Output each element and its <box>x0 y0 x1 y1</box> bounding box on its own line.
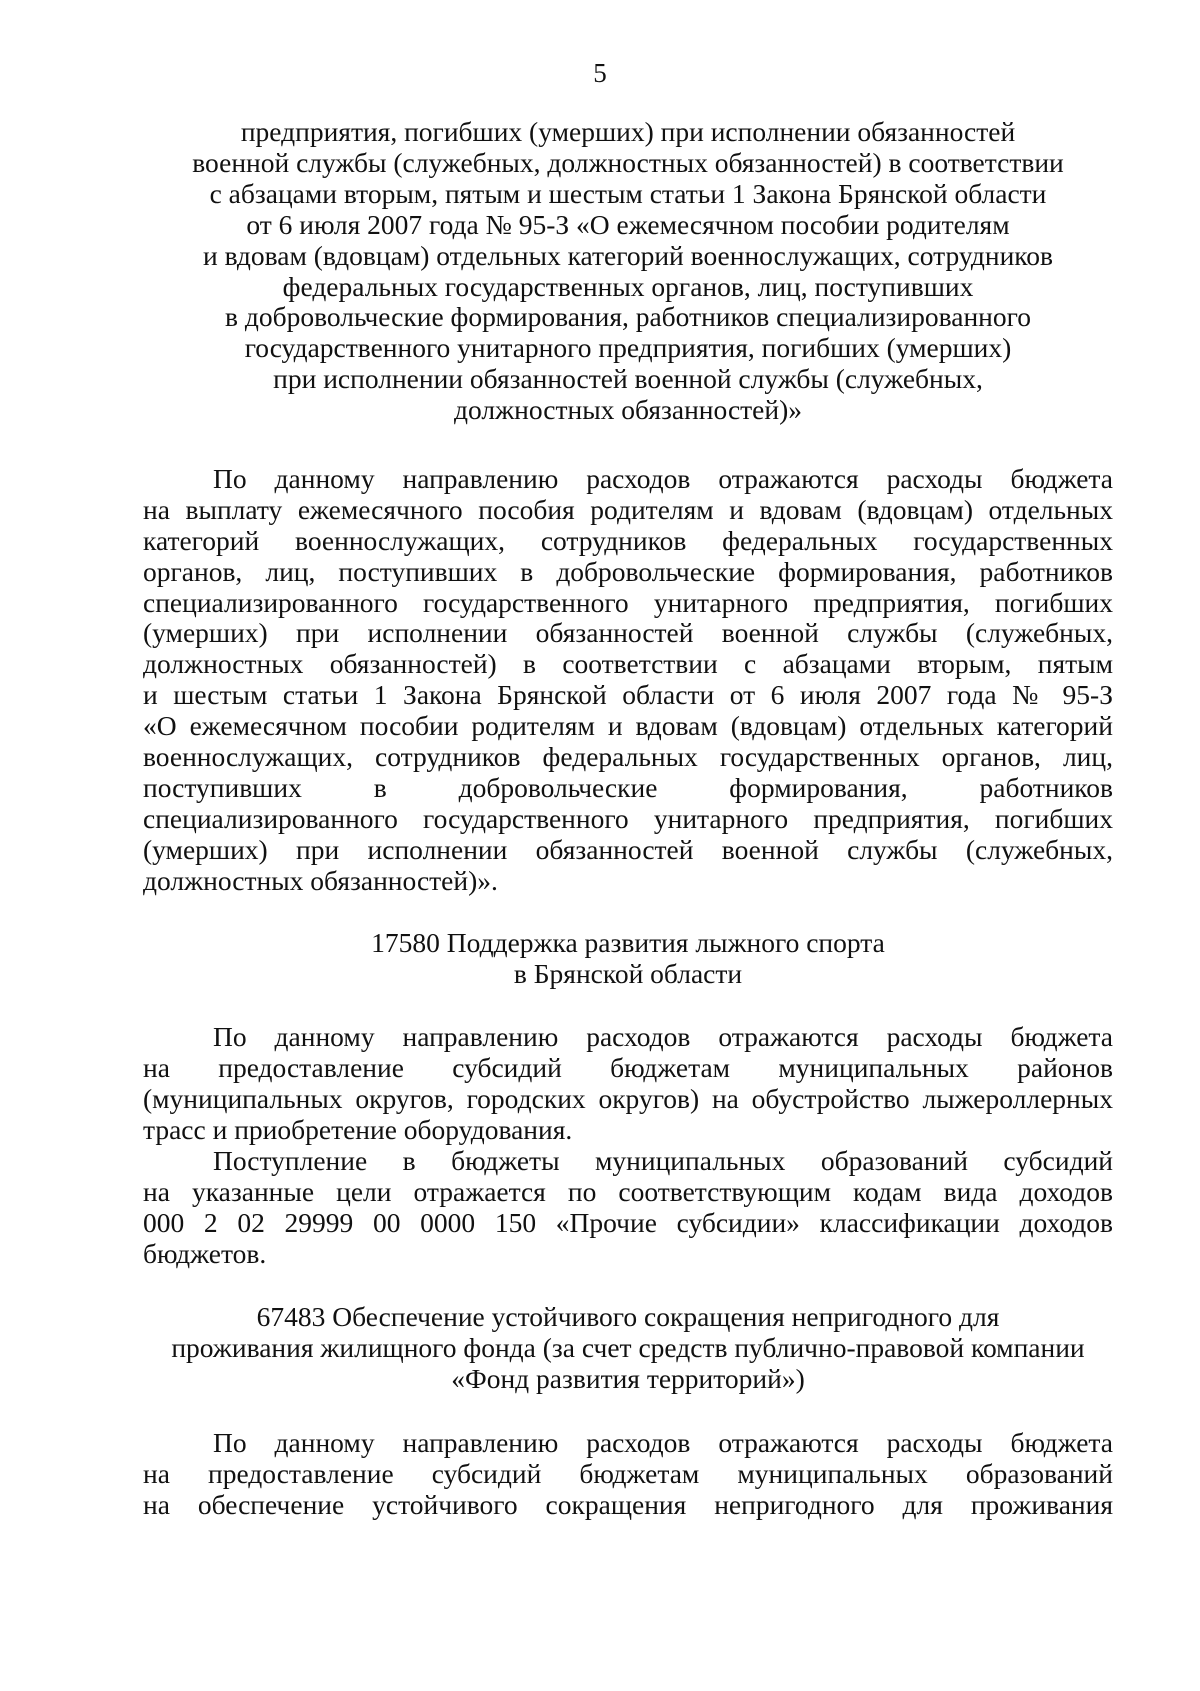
heading-line: «Фонд развития территорий») <box>451 1362 805 1394</box>
heading-line: военной службы (служебных, должностных обязанностей) в соответствии <box>192 146 1064 178</box>
paragraph-line: на обеспечение устойчивого сокращения непригодного для проживания <box>143 1489 1113 1520</box>
paragraph-line: По данному направлению расходов отражаются расходы бюджета <box>213 1428 1113 1458</box>
paragraph-line: должностных обязанностей)». <box>143 864 498 896</box>
paragraph-line: (муниципальных округов, городских округов) на обустройство лыжероллерных <box>143 1083 1113 1114</box>
paragraph-line: По данному направлению расходов отражаются расходы бюджета <box>213 464 1113 494</box>
section-heading-67483 <box>143 1302 1113 1395</box>
heading-line: и вдовам (вдовцам) отдельных категорий военнослужащих, сотрудников <box>202 239 1054 271</box>
paragraph-line: категорий военнослужащих, сотрудников федеральных государственных <box>143 525 1113 556</box>
paragraph-line: и шестым статьи 1 Закона Брянской области от 6 июля 2007 года № 95-З <box>143 680 1113 711</box>
heading-line: 17580 Поддержка развития лыжного спорта <box>371 927 885 958</box>
paragraph-line: (умерших) при исполнении обязанностей военной службы (служебных, <box>143 618 1113 649</box>
paragraph-revenue-codes <box>143 1146 1113 1270</box>
paragraph-line: поступивших в добровольческие формирования, работников <box>143 772 1113 803</box>
heading-line: предприятия, погибших (умерших) при исполнении обязанностей <box>240 116 1016 147</box>
paragraph-line: военнослужащих, сотрудников федеральных государственных органов, лиц, <box>143 742 1113 773</box>
paragraph-line: на предоставление субсидий бюджетам муниципальных районов <box>143 1052 1113 1083</box>
paragraph-housing-subsidies <box>143 1428 1113 1521</box>
paragraph-line: (умерших) при исполнении обязанностей военной службы (служебных, <box>143 834 1113 865</box>
paragraph-ski-subsidies <box>143 1022 1113 1146</box>
paragraph-line: должностных обязанностей) в соответствии с абзацами вторым, пятым <box>143 649 1113 680</box>
paragraph-line: на предоставление субсидий бюджетам муниципальных образований <box>143 1458 1113 1489</box>
paragraph-line: специализированного государственного унитарного предприятия, погибших <box>143 803 1113 834</box>
paragraph-line: 000 2 02 29999 00 0000 150 «Прочие субсидии» классификации доходов <box>143 1207 1113 1238</box>
paragraph-line: бюджетов. <box>143 1237 267 1269</box>
section-heading-17580 <box>143 928 1113 990</box>
heading-line: 67483 Обеспечение устойчивого сокращения непригодного для <box>256 1301 1000 1332</box>
paragraph-line: По данному направлению расходов отражаются расходы бюджета <box>213 1022 1113 1052</box>
paragraph-line: органов, лиц, поступивших в добровольческие формирования, работников <box>143 556 1113 587</box>
paragraph-expenses-allowance <box>143 464 1113 896</box>
paragraph-line: трасс и приобретение оборудования. <box>143 1113 573 1145</box>
paragraph-line: специализированного государственного унитарного предприятия, погибших <box>143 587 1113 618</box>
heading-line: от 6 июля 2007 года № 95-З «О ежемесячном пособии родителям <box>246 208 1010 240</box>
heading-line: должностных обязанностей)» <box>454 394 802 426</box>
heading-line: федеральных государственных органов, лиц, поступивших <box>282 270 974 302</box>
heading-line: с абзацами вторым, пятым и шестым статьи 1 Закона Брянской области <box>209 177 1047 209</box>
paragraph-line: Поступление в бюджеты муниципальных образований субсидий <box>213 1146 1113 1176</box>
paragraph-line: «О ежемесячном пособии родителям и вдовам (вдовцам) отдельных категорий <box>143 711 1113 742</box>
paragraph-line: на выплату ежемесячного пособия родителям и вдовам (вдовцам) отдельных <box>143 494 1113 525</box>
heading-line: при исполнении обязанностей военной службы (служебных, <box>273 363 983 395</box>
page-number: 5 <box>593 58 607 88</box>
heading-line: проживания жилищного фонда (за счет средств публично-правовой компании <box>171 1331 1085 1363</box>
heading-line: в добровольческие формирования, работников специализированного <box>225 301 1031 333</box>
heading-line: в Брянской области <box>513 957 743 989</box>
heading-line: государственного унитарного предприятия, погибших (умерших) <box>244 332 1012 364</box>
paragraph-line: на указанные цели отражается по соответствующим кодам вида доходов <box>143 1176 1113 1207</box>
section-heading-continued <box>143 117 1113 426</box>
